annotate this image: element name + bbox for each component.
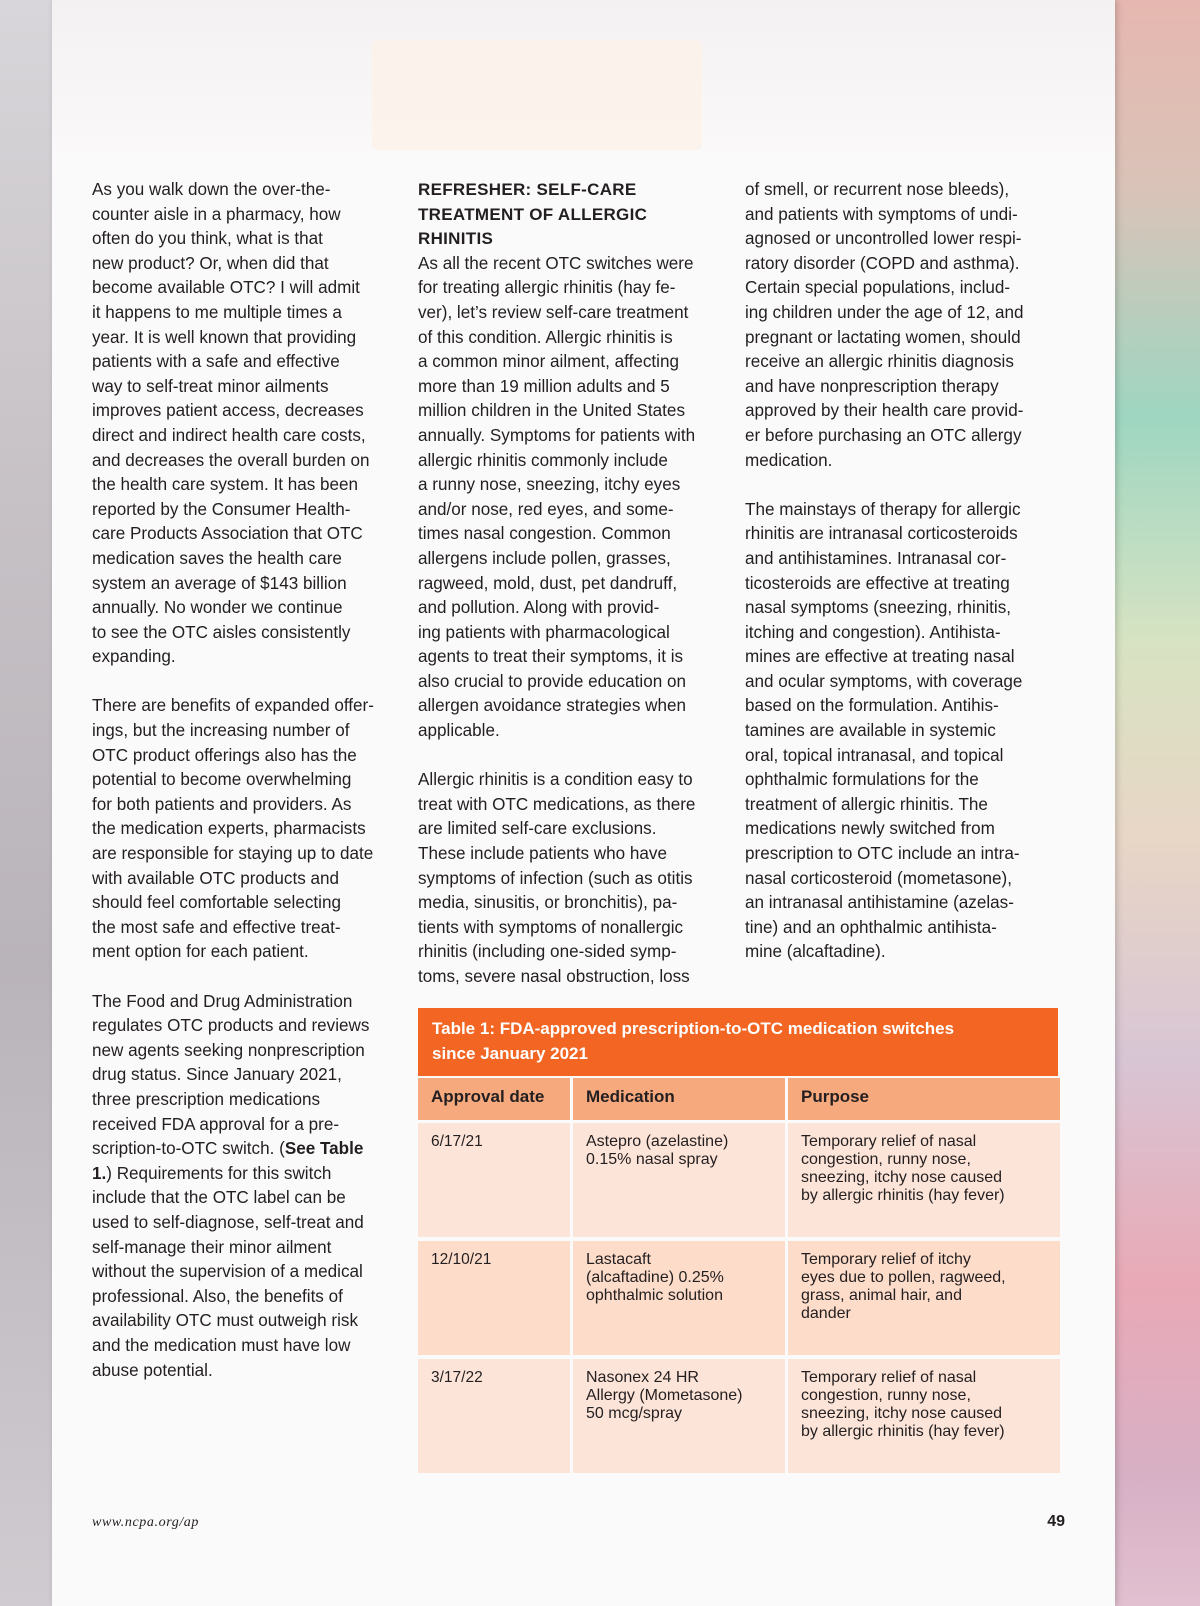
text-line: abuse potential. xyxy=(92,1360,213,1380)
medication-cell xyxy=(573,1241,785,1355)
text-line: and ocular symptoms, with coverage xyxy=(745,671,1023,691)
text-line: ing patients with pharmacological xyxy=(418,622,670,642)
text-line: Lastacaft xyxy=(586,1251,651,1268)
text-line: sneezing, itchy nose caused xyxy=(801,1169,1003,1186)
approval-date-cell: 12/10/21 xyxy=(418,1241,570,1355)
text-line: Temporary relief of nasal xyxy=(801,1369,977,1386)
text-line: system an average of $143 billion xyxy=(92,573,347,593)
text-line: nasal symptoms (sneezing, rhinitis, xyxy=(745,598,1012,618)
text-line: of this condition. Allergic rhinitis is xyxy=(418,327,673,347)
text-line: nasal corticosteroid (mometasone), xyxy=(745,868,1012,888)
text-line: times nasal congestion. Common xyxy=(418,524,671,544)
text-line: the health care system. It has been xyxy=(92,475,359,495)
text-line: tients with symptoms of nonallergic xyxy=(418,917,684,937)
background-left-blur xyxy=(0,0,52,1606)
text-line: drug status. Since January 2021, xyxy=(92,1065,342,1085)
footer-url[interactable]: www.ncpa.org/ap xyxy=(92,1515,200,1530)
text-line: ment option for each patient. xyxy=(92,942,309,962)
text-line: new agents seeking nonprescription xyxy=(92,1040,365,1060)
magazine-page xyxy=(52,0,1115,1606)
text-line: and patients with symptoms of undi- xyxy=(745,204,1018,224)
text-line: used to self-diagnose, self-treat and xyxy=(92,1212,364,1232)
text-line: OTC product offerings also has the xyxy=(92,745,357,765)
text-line: often do you think, what is that xyxy=(92,229,323,249)
text-line: er before purchasing an OTC allergy xyxy=(745,425,1022,445)
paragraph xyxy=(745,178,1057,473)
text-line: treatment of allergic rhinitis. The xyxy=(745,794,988,814)
text-line: received FDA approval for a pre- xyxy=(92,1114,340,1134)
text-line: million children in the United States xyxy=(418,401,685,421)
text-line: new product? Or, when did that xyxy=(92,253,329,273)
text-line: REFRESHER: SELF-CARE xyxy=(418,180,637,199)
text-line: Nasonex 24 HR xyxy=(586,1369,699,1386)
text-line: direct and indirect health care costs, xyxy=(92,425,366,445)
text-line: Astepro (azelastine) xyxy=(586,1133,729,1150)
text-line: rhinitis (including one-sided symp- xyxy=(418,942,677,962)
text-line: availability OTC must outweigh risk xyxy=(92,1311,358,1331)
text-line: prescription to OTC include an intra- xyxy=(745,844,1020,864)
text-line: receive an allergic rhinitis diagnosis xyxy=(745,352,1014,372)
text-line: annually. No wonder we continue xyxy=(92,598,343,618)
text-line: the most safe and effective treat- xyxy=(92,917,341,937)
text-line: medication. xyxy=(745,450,833,470)
text-line: ver), let’s review self-care treatment xyxy=(418,302,689,322)
text-line: Certain special populations, includ- xyxy=(745,278,1011,298)
text-line: ratory disorder (COPD and asthma). xyxy=(745,253,1020,273)
medication-cell xyxy=(573,1123,785,1237)
faded-header-graphic xyxy=(372,40,702,150)
text-line: The mainstays of therapy for allergic xyxy=(745,499,1021,519)
paragraph xyxy=(92,694,404,965)
text-line: sneezing, itchy nose caused xyxy=(801,1405,1003,1422)
purpose-cell xyxy=(788,1241,1060,1355)
text-line: Allergic rhinitis is a condition easy to xyxy=(418,770,693,790)
text-line: Allergy (Mometasone) xyxy=(586,1387,743,1404)
text-line: care Products Association that OTC xyxy=(92,524,363,544)
text-line: are responsible for staying up to date xyxy=(92,844,374,864)
paragraph xyxy=(92,990,404,1384)
purpose-cell xyxy=(788,1359,1060,1473)
text-line: also crucial to provide education on xyxy=(418,671,686,691)
background-right-blur xyxy=(1115,0,1200,1606)
text-line: 50 mcg/spray xyxy=(586,1405,683,1422)
text-line: and the medication must have low xyxy=(92,1335,351,1355)
text-line: congestion, runny nose, xyxy=(801,1151,971,1168)
text-line: ragweed, mold, dust, pet dandruff, xyxy=(418,573,678,593)
text-line: medications newly switched from xyxy=(745,819,995,839)
text-line: tine) and an ophthalmic antihista- xyxy=(745,917,997,937)
text-line: pregnant or lactating women, should xyxy=(745,327,1021,347)
text-line: for both patients and providers. As xyxy=(92,794,352,814)
text-line: improves patient access, decreases xyxy=(92,401,364,421)
paragraph xyxy=(418,252,730,744)
text-line: three prescription medications xyxy=(92,1089,321,1109)
text-line: 0.15% nasal spray xyxy=(586,1151,718,1168)
text-line: an intranasal antihistamine (azelas- xyxy=(745,893,1014,913)
text-line: treat with OTC medications, as there xyxy=(418,794,696,814)
text-line: agnosed or uncontrolled lower respi- xyxy=(745,229,1022,249)
text-line: and decreases the overall burden on xyxy=(92,450,370,470)
text-line: should feel comfortable selecting xyxy=(92,893,341,913)
article-column-3 xyxy=(745,178,1057,990)
text-line: reported by the Consumer Health- xyxy=(92,499,351,519)
text-line: to see the OTC aisles consistently xyxy=(92,622,351,642)
text-line: medication saves the health care xyxy=(92,548,342,568)
text-line: Temporary relief of nasal xyxy=(801,1133,977,1150)
text-line: a common minor ailment, affecting xyxy=(418,352,679,372)
text-line: allergen avoidance strategies when xyxy=(418,696,686,716)
text-line: professional. Also, the benefits of xyxy=(92,1286,343,1306)
text-run: scription-to-OTC switch. ( xyxy=(92,1139,285,1159)
text-line: The Food and Drug Administration xyxy=(92,991,353,1011)
text-line: tamines are available in systemic xyxy=(745,721,996,741)
text-line: agents to treat their symptoms, it is xyxy=(418,647,684,667)
text-line: rhinitis are intranasal corticosteroids xyxy=(745,524,1018,544)
text-line: counter aisle in a pharmacy, how xyxy=(92,204,341,224)
approval-date-cell: 3/17/22 xyxy=(418,1359,570,1473)
approval-date-cell: 6/17/21 xyxy=(418,1123,570,1237)
text-line: ophthalmic formulations for the xyxy=(745,770,979,790)
text-line: congestion, runny nose, xyxy=(801,1387,971,1404)
text-line: dander xyxy=(801,1305,851,1322)
text-line: by allergic rhinitis (hay fever) xyxy=(801,1423,1005,1440)
text-line: (alcaftadine) 0.25% xyxy=(586,1269,724,1286)
text-line: ings, but the increasing number of xyxy=(92,721,350,741)
column-header-medication: Medication xyxy=(573,1078,785,1120)
purpose-cell xyxy=(788,1123,1060,1237)
text-line: since January 2021 xyxy=(432,1043,588,1063)
text-line: more than 19 million adults and 5 xyxy=(418,376,670,396)
text-line: ing children under the age of 12, and xyxy=(745,302,1024,322)
text-line: approved by their health care provid- xyxy=(745,401,1024,421)
text-line: way to self-treat minor ailments xyxy=(92,376,329,396)
text-line: RHINITIS xyxy=(418,229,494,249)
text-line: oral, topical intranasal, and topical xyxy=(745,745,1004,765)
text-line: a runny nose, sneezing, itchy eyes xyxy=(418,475,681,495)
text-line: become available OTC? I will admit xyxy=(92,278,360,298)
text-line: These include patients who have xyxy=(418,844,667,864)
text-line: allergens include pollen, grasses, xyxy=(418,548,671,568)
text-line: patients with a safe and effective xyxy=(92,352,340,372)
text-line: itching and congestion). Antihista- xyxy=(745,622,1001,642)
text-line: annually. Symptoms for patients with xyxy=(418,425,696,445)
text-line: mines are effective at treating nasal xyxy=(745,647,1015,667)
text-run: ) Requirements for this switch xyxy=(106,1163,332,1183)
text-line: Temporary relief of itchy xyxy=(801,1251,971,1268)
text-line: potential to become overwhelming xyxy=(92,770,352,790)
paragraph xyxy=(418,768,730,989)
table-reference: See Table xyxy=(284,1139,364,1159)
section-heading xyxy=(418,178,730,252)
text-line: As all the recent OTC switches were xyxy=(418,253,694,273)
text-line: year. It is well known that providing xyxy=(92,327,357,347)
paragraph xyxy=(92,178,404,670)
paragraph xyxy=(745,498,1057,965)
text-line: ophthalmic solution xyxy=(586,1287,723,1304)
text-line: applicable. xyxy=(418,721,500,741)
text-line: by allergic rhinitis (hay fever) xyxy=(801,1187,1005,1204)
text-line: and have nonprescription therapy xyxy=(745,376,999,396)
text-line: and/or nose, red eyes, and some- xyxy=(418,499,674,519)
table-title xyxy=(418,1008,1058,1076)
text-line: without the supervision of a medical xyxy=(92,1262,363,1282)
text-line: regulates OTC products and reviews xyxy=(92,1016,370,1036)
text-line: There are benefits of expanded offer- xyxy=(92,696,374,716)
page-number: 49 xyxy=(1047,1513,1065,1530)
text-line: toms, severe nasal obstruction, loss xyxy=(418,967,690,986)
text-line: of smell, or recurrent nose bleeds), xyxy=(745,180,1010,199)
medication-cell xyxy=(573,1359,785,1473)
table-reference: 1. xyxy=(92,1163,107,1183)
text-line: with available OTC products and xyxy=(92,868,340,888)
text-line: self-manage their minor ailment xyxy=(92,1237,332,1257)
text-line: symptoms of infection (such as otitis xyxy=(418,868,693,888)
column-header-purpose: Purpose xyxy=(788,1078,1060,1120)
text-line: grass, animal hair, and xyxy=(801,1287,962,1304)
text-line: based on the formulation. Antihis- xyxy=(745,696,999,716)
text-line: TREATMENT OF ALLERGIC xyxy=(418,204,648,224)
text-line: ticosteroids are effective at treating xyxy=(745,573,1010,593)
text-line: Table 1: FDA-approved prescription-to-OTC medication switches xyxy=(432,1019,955,1038)
text-line: it happens to me multiple times a xyxy=(92,302,342,322)
text-line: include that the OTC label can be xyxy=(92,1188,346,1208)
text-line: and antihistamines. Intranasal cor- xyxy=(745,548,1007,568)
text-line: expanding. xyxy=(92,647,176,667)
article-column-2 xyxy=(418,178,730,1014)
text-line: for treating allergic rhinitis (hay fe- xyxy=(418,278,676,298)
text-line: mine (alcaftadine). xyxy=(745,942,886,962)
text-line: are limited self-care exclusions. xyxy=(418,819,657,839)
text-line: allergic rhinitis commonly include xyxy=(418,450,668,470)
text-line: As you walk down the over-the- xyxy=(92,180,331,199)
text-line: the medication experts, pharmacists xyxy=(92,819,366,839)
text-line: and pollution. Along with provid- xyxy=(418,598,660,618)
article-column-1 xyxy=(92,178,404,1408)
column-header-approval-date: Approval date xyxy=(418,1078,570,1120)
text-line: eyes due to pollen, ragweed, xyxy=(801,1269,1006,1286)
text-line: media, sinusitis, or bronchitis), pa- xyxy=(418,893,678,913)
